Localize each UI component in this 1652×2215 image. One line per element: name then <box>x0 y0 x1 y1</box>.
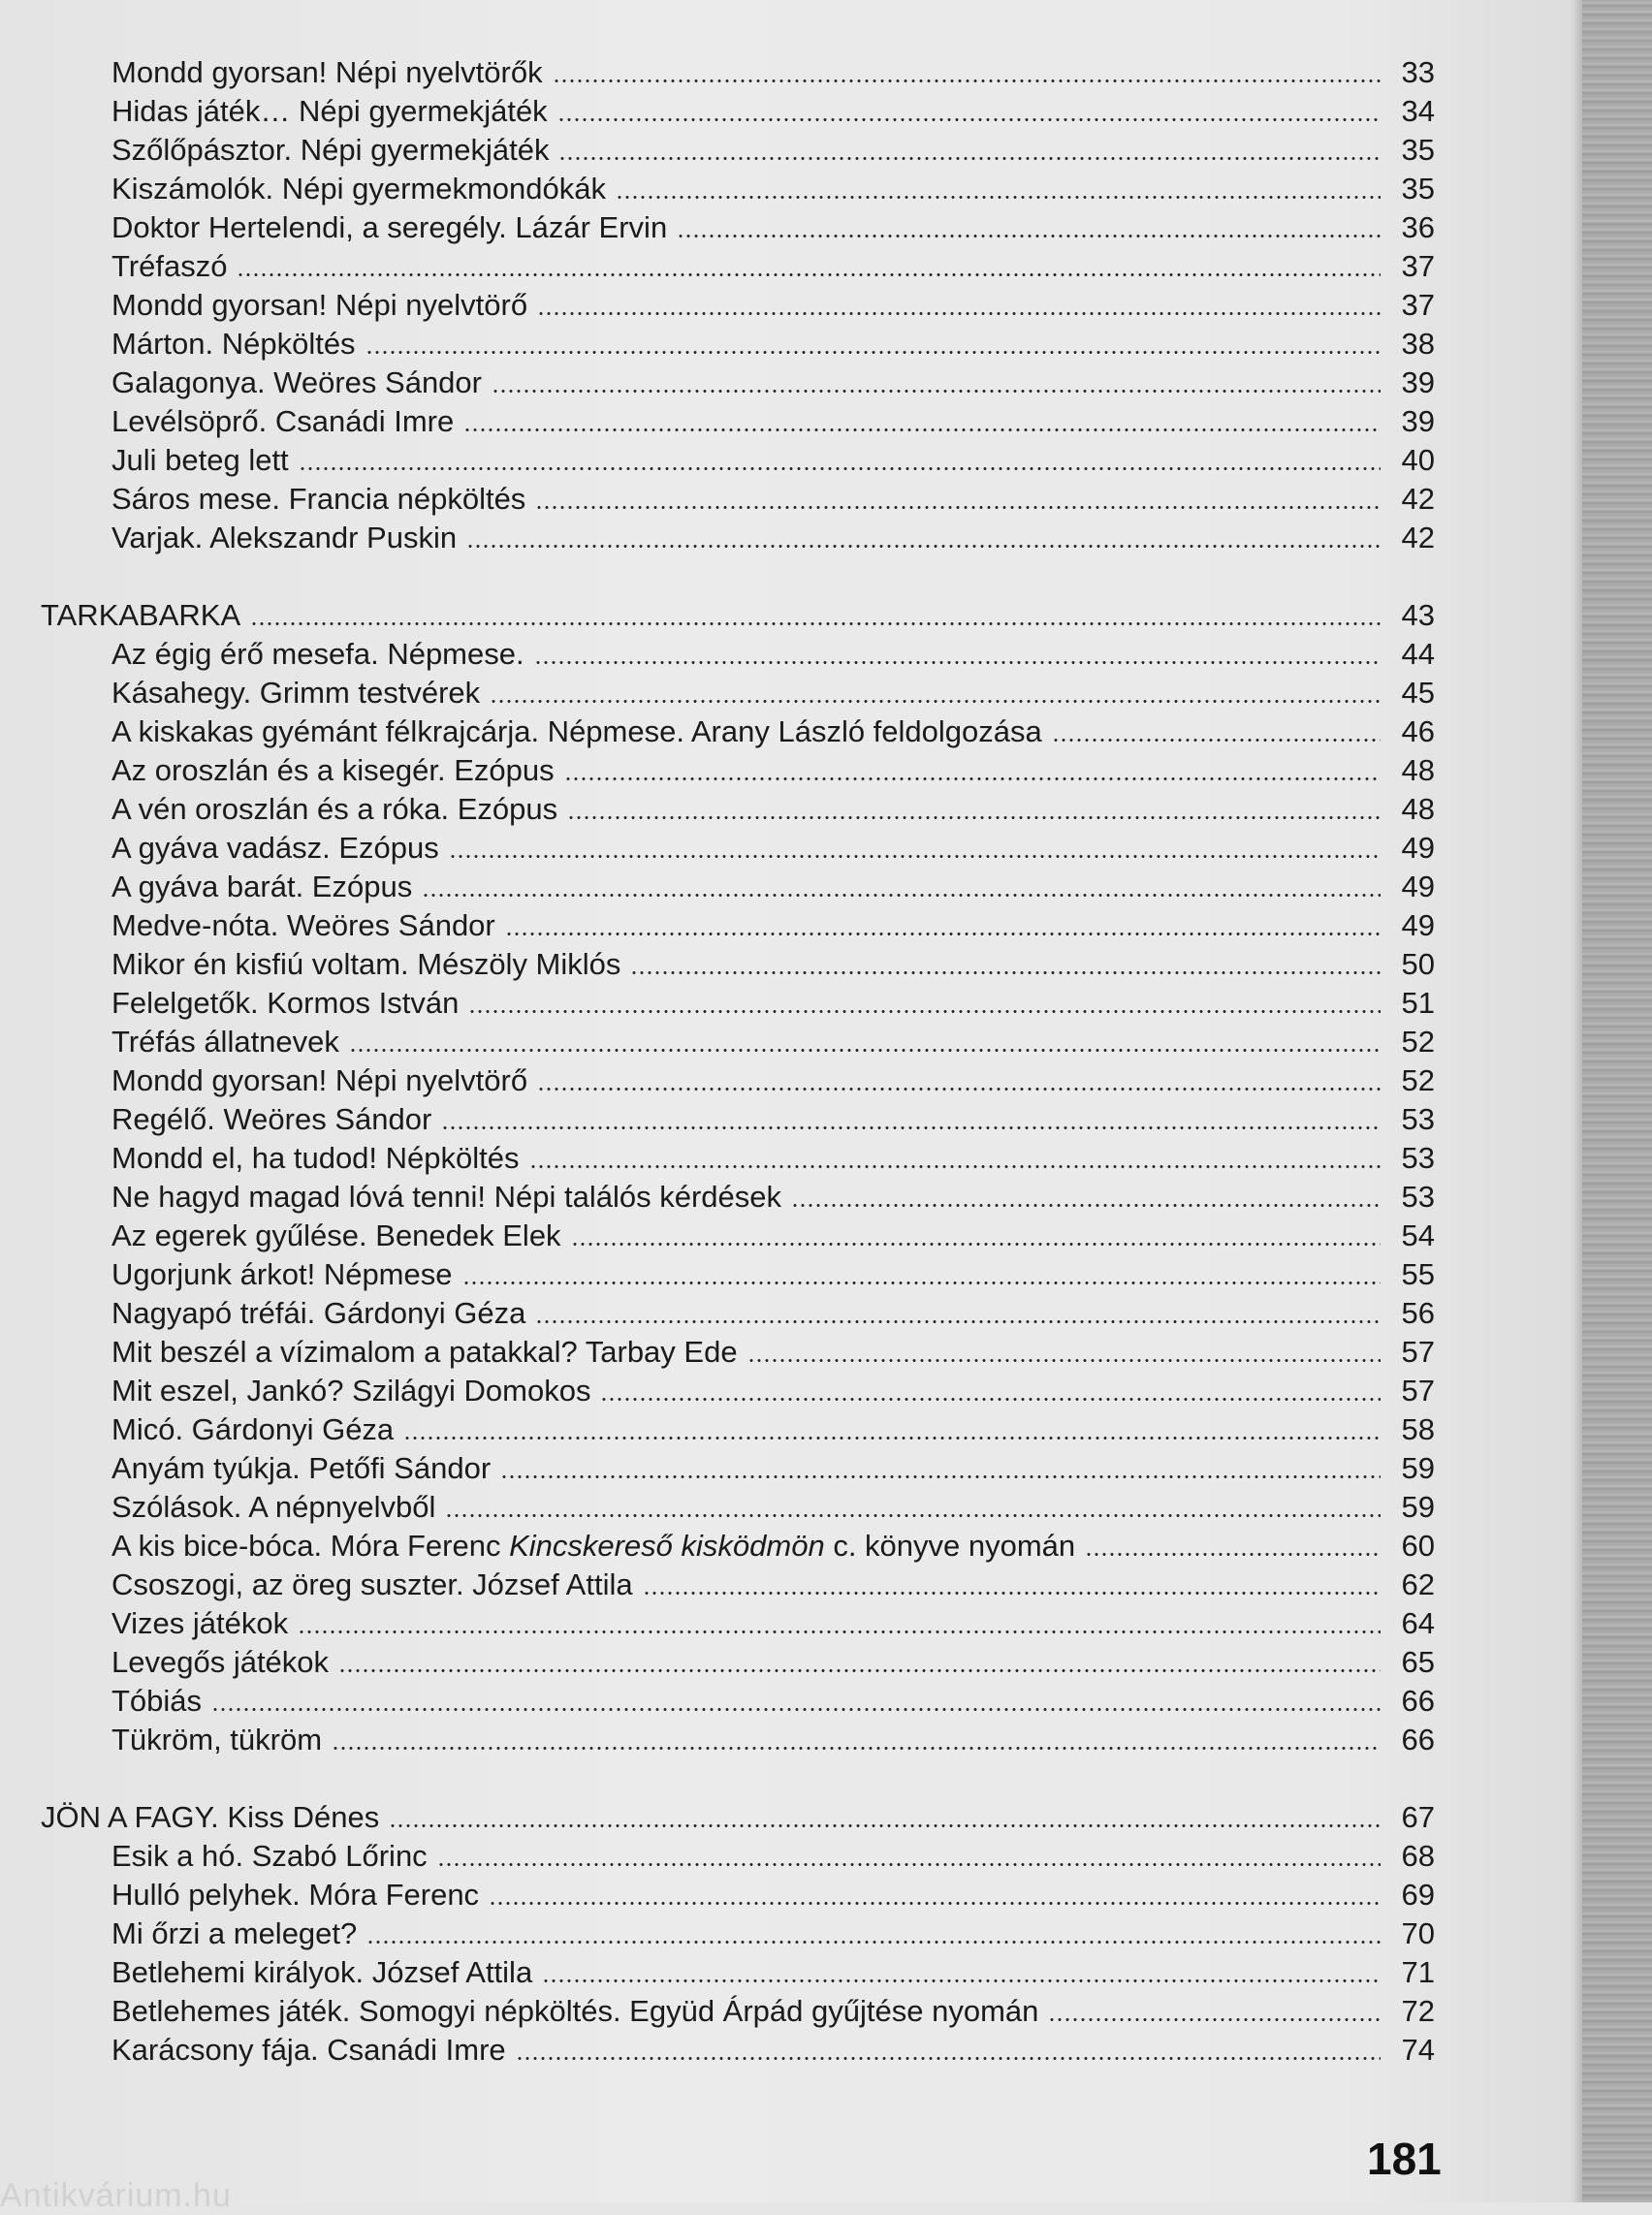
toc-entry <box>111 1837 1435 1876</box>
toc-entry-title: Mit eszel, Jankó? Szilágyi Domokos <box>111 1374 591 1408</box>
toc-entry-title: Betlehemes játék. Somogyi népköltés. Együd Árpád gyűjtése nyomán <box>111 1994 1039 2028</box>
toc-entry-page: 37 <box>1401 249 1435 283</box>
toc-entry-title: Karácsony fája. Csanádi Imre <box>111 2033 506 2067</box>
toc-entry <box>111 1139 1435 1178</box>
toc-entry <box>111 1294 1435 1333</box>
toc-entry-title: Szőlőpásztor. Népi gyermekjáték <box>111 133 550 167</box>
dot-leader <box>558 157 1381 160</box>
toc-entry <box>111 1100 1435 1139</box>
toc-entry-title: Ne hagyd magad lóvá tenni! Népi találós kérdések <box>111 1180 782 1214</box>
toc-entry-page: 71 <box>1401 1955 1435 1989</box>
dot-leader <box>422 894 1381 897</box>
toc-entry <box>111 441 1435 480</box>
toc-entry-page: 53 <box>1401 1102 1435 1136</box>
toc-entry-page: 70 <box>1401 1916 1435 1950</box>
toc-section-heading <box>41 596 1435 635</box>
toc-entry-page: 51 <box>1401 986 1435 1020</box>
dot-leader <box>553 79 1381 82</box>
toc-entry-title: Vizes játékok <box>111 1606 289 1640</box>
toc-entry-title: Kásahegy. Grimm testvérek <box>111 676 481 710</box>
dot-leader <box>643 1592 1381 1595</box>
dot-leader <box>600 1398 1381 1401</box>
dot-leader <box>211 1708 1381 1711</box>
toc-entry-page: 39 <box>1401 365 1435 399</box>
dot-leader <box>1048 2018 1381 2021</box>
toc-entry-title: Az oroszlán és a kisegér. Ezópus <box>111 753 555 787</box>
toc-entry-title: Mit beszél a vízimalom a patakkal? Tarbay Ede <box>111 1335 738 1369</box>
toc-entry-page: 64 <box>1401 1606 1435 1640</box>
watermark-text: Antikvárium.hu <box>0 2177 232 2214</box>
dot-leader <box>462 1282 1382 1284</box>
toc-entry-title: Kiszámolók. Népi gyermekmondókák <box>111 172 606 206</box>
toc-entry-page: 66 <box>1401 1684 1435 1718</box>
toc-section-title: JÖN A FAGY. Kiss Dénes <box>41 1800 380 1834</box>
toc-entry-page: 36 <box>1401 210 1435 244</box>
toc-entry-page: 40 <box>1401 443 1435 477</box>
dot-leader <box>389 1824 1381 1827</box>
dot-leader <box>490 700 1381 703</box>
toc-entry <box>111 1023 1435 1061</box>
toc-entry-page: 34 <box>1401 94 1435 128</box>
toc-entry-page: 59 <box>1401 1490 1435 1524</box>
toc-entry-page: 37 <box>1401 288 1435 322</box>
toc-entry-page: 69 <box>1401 1878 1435 1912</box>
toc-entry-title: Galagonya. Weöres Sándor <box>111 365 482 399</box>
dot-leader <box>441 1126 1381 1129</box>
dot-leader <box>537 1088 1381 1091</box>
toc-entry-title: Sáros mese. Francia népköltés <box>111 482 526 516</box>
toc-entry <box>111 712 1435 751</box>
page-number: 181 <box>1367 2134 1442 2184</box>
toc-entry-page: 53 <box>1401 1141 1435 1175</box>
toc-entry-page: 66 <box>1401 1723 1435 1756</box>
toc-entry <box>111 868 1435 906</box>
toc-entry-title: Tóbiás <box>111 1684 203 1718</box>
toc-entry-title: Esik a hó. Szabó Lőrinc <box>111 1839 428 1873</box>
toc-entry-page: 57 <box>1401 1374 1435 1408</box>
dot-leader <box>338 1669 1381 1672</box>
toc-entry-title: Doktor Hertelendi, a seregély. Lázár Ervin <box>111 210 668 244</box>
dot-leader <box>437 1863 1381 1866</box>
dot-leader <box>747 1359 1381 1362</box>
toc-entry <box>111 1953 1435 1992</box>
toc-entry-page: 60 <box>1401 1529 1435 1563</box>
toc-entry-page: 65 <box>1401 1645 1435 1679</box>
toc-entry-title: Mikor én kisfiú voltam. Mészöly Miklós <box>111 947 621 981</box>
toc-entry <box>111 1914 1435 1953</box>
toc-entry-title-italic: Kincskereső kisködmön <box>509 1529 825 1563</box>
toc-entry-page: 49 <box>1401 870 1435 903</box>
dot-leader <box>237 273 1381 276</box>
dot-leader <box>468 1010 1381 1013</box>
dot-leader <box>445 1514 1381 1517</box>
dot-leader <box>542 1979 1381 1982</box>
toc-entry-page: 50 <box>1401 947 1435 981</box>
toc-entry-page: 52 <box>1401 1063 1435 1097</box>
toc-entry-page: 46 <box>1401 714 1435 748</box>
toc-entry-page: 56 <box>1401 1296 1435 1330</box>
toc-entry-title: Felelgetők. Kormos István <box>111 986 460 1020</box>
dot-leader <box>489 1902 1381 1905</box>
toc-entry-page: 49 <box>1401 831 1435 865</box>
toc-entry <box>111 829 1435 868</box>
toc-entry <box>111 519 1435 557</box>
toc-entry-title: A gyáva barát. Ezópus <box>111 870 413 903</box>
toc-entry <box>111 1876 1435 1914</box>
toc-entry-title: Levélsöprő. Csanádi Imre <box>111 404 455 438</box>
toc-entry-page: 72 <box>1401 1994 1435 2028</box>
toc-entry-title: Tükröm, tükröm <box>111 1723 323 1756</box>
toc-entry-page: 52 <box>1401 1025 1435 1059</box>
toc-entry-title: Nagyapó tréfái. Gárdonyi Géza <box>111 1296 526 1330</box>
toc-entry-title: A vén oroszlán és a róka. Ezópus <box>111 792 558 826</box>
toc-entry-title: Tréfaszó <box>111 249 228 283</box>
dot-leader <box>250 622 1381 625</box>
toc-entry <box>111 325 1435 364</box>
dot-leader <box>492 390 1381 393</box>
dot-leader <box>1052 739 1381 742</box>
toc-entry-page: 55 <box>1401 1257 1435 1291</box>
dot-leader <box>791 1204 1381 1207</box>
toc-entry-page: 54 <box>1401 1218 1435 1252</box>
toc-entry-page: 42 <box>1401 482 1435 516</box>
dot-leader <box>677 235 1381 237</box>
toc-entry-page: 48 <box>1401 753 1435 787</box>
dot-leader <box>332 1747 1381 1750</box>
toc-entry <box>111 984 1435 1023</box>
toc-entry-title: Regélő. Weöres Sándor <box>111 1102 432 1136</box>
dot-leader <box>537 312 1381 315</box>
toc-entry <box>111 364 1435 402</box>
dot-leader <box>365 351 1381 354</box>
toc-entry-title: Mondd gyorsan! Népi nyelvtörő <box>111 1063 528 1097</box>
toc-entry-title: Mi őrzi a meleget? <box>111 1916 358 1950</box>
toc-entry-title: Csoszogi, az öreg suszter. József Attila <box>111 1567 633 1601</box>
dot-leader <box>1085 1553 1381 1556</box>
toc-entry-page: 58 <box>1401 1412 1435 1446</box>
toc-entry-page: 35 <box>1401 133 1435 167</box>
toc-entry-page: 38 <box>1401 327 1435 361</box>
toc-entry-title-start: A kis bice-bóca. Móra Ferenc <box>111 1529 510 1563</box>
toc-entry-page: 39 <box>1401 404 1435 438</box>
dot-leader <box>557 118 1381 121</box>
toc-entry <box>111 751 1435 790</box>
toc-entry <box>111 790 1435 829</box>
toc-entry <box>111 1217 1435 1255</box>
toc-entry-title: Mondd gyorsan! Népi nyelvtörő <box>111 288 528 322</box>
toc-entry-title: Anyám tyúkja. Petőfi Sándor <box>111 1451 492 1485</box>
toc-entry <box>111 1449 1435 1488</box>
toc-entry-page: 53 <box>1401 1180 1435 1214</box>
dot-leader <box>449 855 1381 858</box>
toc-entry-title: Márton. Népköltés <box>111 327 356 361</box>
toc-entry <box>111 1061 1435 1100</box>
dot-leader <box>505 933 1381 935</box>
toc-section-title: TARKABARKA <box>41 598 241 632</box>
dot-leader <box>535 1320 1381 1323</box>
toc-entry-page: 43 <box>1401 598 1435 632</box>
toc-entry-title: Hulló pelyhek. Móra Ferenc <box>111 1878 480 1912</box>
toc-entry <box>111 1604 1435 1643</box>
toc-entry-title: Ugorjunk árkot! Népmese <box>111 1257 453 1291</box>
toc-entry <box>111 170 1435 208</box>
dot-leader <box>534 661 1381 664</box>
dot-leader <box>516 2057 1381 2060</box>
toc-entry-title: A kiskakas gyémánt félkrajcárja. Népmese. Arany László feldolgozása <box>111 714 1042 748</box>
toc-entry-page: 67 <box>1401 1800 1435 1834</box>
toc-entry <box>111 1643 1435 1682</box>
toc-entry <box>111 53 1435 92</box>
toc-entry <box>111 286 1435 325</box>
toc-entry-page: 57 <box>1401 1335 1435 1369</box>
toc-entry <box>111 480 1435 519</box>
dot-leader <box>535 506 1381 509</box>
toc-entry-page: 62 <box>1401 1567 1435 1601</box>
toc-entry <box>111 1682 1435 1721</box>
toc-entry <box>111 1992 1435 2031</box>
toc-entry <box>111 674 1435 712</box>
dot-leader <box>616 196 1381 199</box>
toc-entry <box>111 635 1435 674</box>
dot-leader <box>500 1475 1381 1478</box>
toc-entry-title: Medve-nóta. Weöres Sándor <box>111 908 495 942</box>
toc-entry-title: Az égig érő mesefa. Népmese. <box>111 637 524 671</box>
dot-leader <box>564 777 1381 780</box>
toc-entry-title: Levegős játékok <box>111 1645 330 1679</box>
toc-entry-title <box>111 1527 1075 1566</box>
toc-entry-page: 68 <box>1401 1839 1435 1873</box>
toc-entry <box>111 906 1435 945</box>
toc-entry-page: 74 <box>1401 2033 1435 2067</box>
toc-entry-title: Mondd gyorsan! Népi nyelvtörők <box>111 55 543 89</box>
toc-entry <box>111 1527 1435 1566</box>
toc-entry-page: 49 <box>1401 908 1435 942</box>
toc-entry <box>111 1566 1435 1604</box>
toc-entry <box>111 92 1435 131</box>
toc-entry <box>111 1488 1435 1527</box>
toc-entry <box>111 1372 1435 1410</box>
dot-leader <box>349 1049 1381 1052</box>
toc-entry-page: 35 <box>1401 172 1435 206</box>
toc-entry <box>111 1255 1435 1294</box>
toc-entry-title: Tréfás állatnevek <box>111 1025 339 1059</box>
toc-entry <box>111 2031 1435 2070</box>
dot-leader <box>571 1243 1381 1246</box>
toc-entry <box>111 1333 1435 1372</box>
toc-entry-title: Az egerek gyűlése. Benedek Elek <box>111 1218 561 1252</box>
dot-leader <box>403 1437 1381 1440</box>
dot-leader <box>463 428 1381 431</box>
toc-entry-title: Varjak. Alekszandr Puskin <box>111 521 458 554</box>
toc-entry-title: Micó. Gárdonyi Géza <box>111 1412 395 1446</box>
toc-entry-page: 44 <box>1401 637 1435 671</box>
toc-entry <box>111 402 1435 441</box>
toc-entry-title: Szólások. A népnyelvből <box>111 1490 436 1524</box>
dot-leader <box>366 1941 1381 1944</box>
toc-entry-page: 42 <box>1401 521 1435 554</box>
book-page-edges <box>1582 0 1652 2202</box>
toc-entry-title: A gyáva vadász. Ezópus <box>111 831 439 865</box>
dot-leader <box>466 545 1381 548</box>
toc-entry-page: 33 <box>1401 55 1435 89</box>
dot-leader <box>567 816 1381 819</box>
toc-entry-page: 48 <box>1401 792 1435 826</box>
dot-leader <box>298 1630 1381 1633</box>
toc-section-heading <box>41 1798 1435 1837</box>
toc-entry <box>111 208 1435 247</box>
toc-entry-page: 45 <box>1401 676 1435 710</box>
toc-entry <box>111 1410 1435 1449</box>
toc-entry <box>111 1721 1435 1759</box>
toc-entry <box>111 945 1435 984</box>
toc-entry <box>111 247 1435 286</box>
dot-leader <box>299 467 1381 470</box>
toc-entry <box>111 1178 1435 1217</box>
toc-entry-title-end: c. könyve nyomán <box>824 1529 1076 1563</box>
toc-entry-page: 59 <box>1401 1451 1435 1485</box>
toc-entry-title: Mondd el, ha tudod! Népköltés <box>111 1141 520 1175</box>
toc-entry-title: Hidas játék… Népi gyermekjáték <box>111 94 548 128</box>
dot-leader <box>529 1165 1382 1168</box>
toc-entry-title: Betlehemi királyok. József Attila <box>111 1955 533 1989</box>
toc-entry-title: Juli beteg lett <box>111 443 289 477</box>
dot-leader <box>630 971 1381 974</box>
toc-entry <box>111 131 1435 170</box>
